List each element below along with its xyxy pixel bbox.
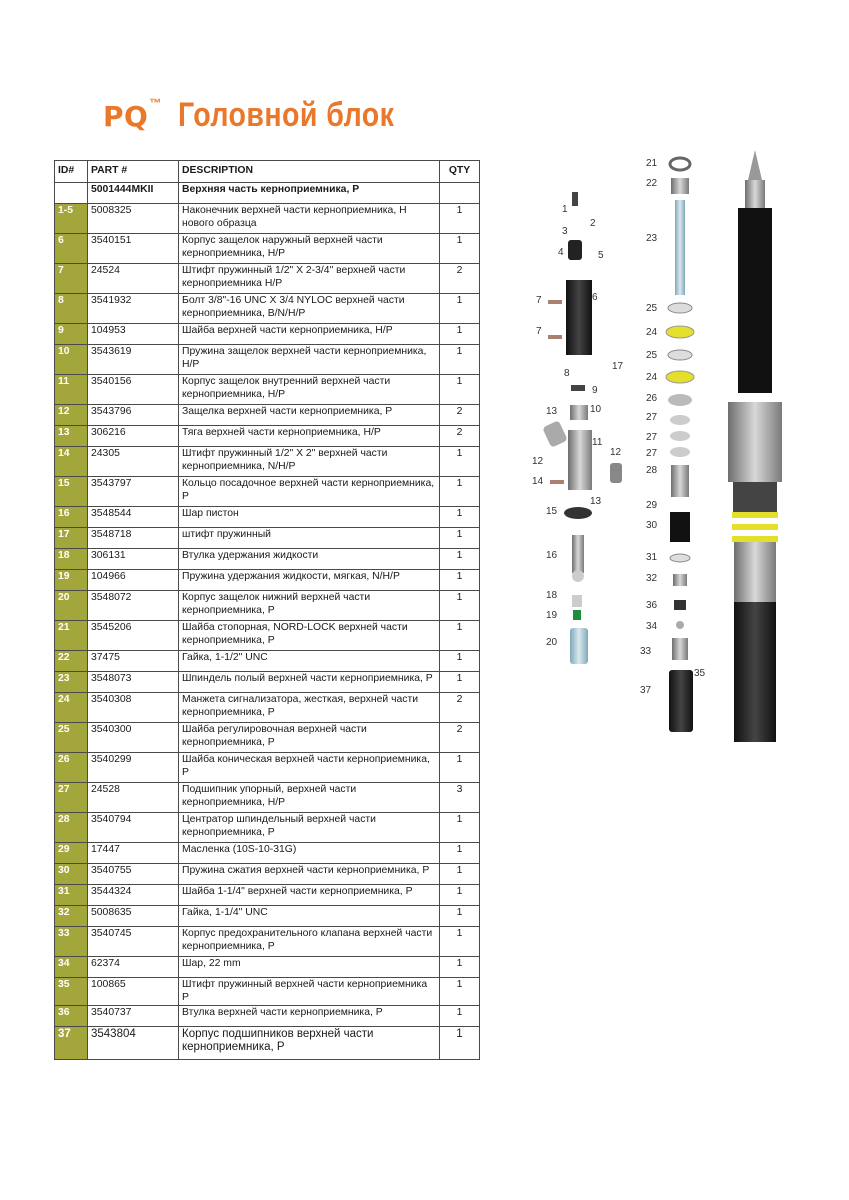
label-12b: 12 xyxy=(532,456,544,467)
part-qty: 1 xyxy=(440,204,480,234)
part-id: 20 xyxy=(55,591,88,621)
part-number: 104966 xyxy=(88,570,179,591)
part-id: 14 xyxy=(55,447,88,477)
brand-logo: PQ xyxy=(103,100,149,133)
part-qty: 1 xyxy=(440,1006,480,1027)
label-25b: 25 xyxy=(646,350,658,361)
part-id: 16 xyxy=(55,507,88,528)
part-qty: 1 xyxy=(440,957,480,978)
part-id: 26 xyxy=(55,753,88,783)
table-row xyxy=(55,591,480,621)
part-id: 28 xyxy=(55,813,88,843)
part-qty: 1 xyxy=(440,753,480,783)
part-description: Втулка удержания жидкости xyxy=(179,549,440,570)
label-35: 35 xyxy=(694,668,706,679)
part-description: Втулка верхней части керноприемника, P xyxy=(179,1006,440,1027)
part-qty: 2 xyxy=(440,693,480,723)
label-20: 20 xyxy=(546,637,558,648)
part-number: 306131 xyxy=(88,549,179,570)
part-qty: 1 xyxy=(440,906,480,927)
table-row xyxy=(55,294,480,324)
part-description: Пружина удержания жидкости, мягкая, N/H/P xyxy=(179,570,440,591)
part-description: штифт пружинный xyxy=(179,528,440,549)
label-5: 5 xyxy=(598,250,604,261)
part-id: 15 xyxy=(55,477,88,507)
label-13a: 13 xyxy=(546,406,558,417)
table-row xyxy=(55,264,480,294)
part-description: Шар, 22 mm xyxy=(179,957,440,978)
table-row xyxy=(55,885,480,906)
part-qty: 1 xyxy=(440,570,480,591)
table-row xyxy=(55,693,480,723)
part-number: 3540300 xyxy=(88,723,179,753)
table-header-row xyxy=(55,161,480,183)
part-id: 19 xyxy=(55,570,88,591)
part-number: 3541932 xyxy=(88,294,179,324)
part-qty: 2 xyxy=(440,264,480,294)
part-number: 104953 xyxy=(88,324,179,345)
part-qty: 1 xyxy=(440,1027,480,1060)
part-id: 13 xyxy=(55,426,88,447)
part-id: 35 xyxy=(55,978,88,1006)
part-description: Корпус предохранительного клапана верхней части керноприемника, P xyxy=(179,927,440,957)
part-number: 3545206 xyxy=(88,621,179,651)
part-id: 17 xyxy=(55,528,88,549)
part-id: 23 xyxy=(55,672,88,693)
part-id: 11 xyxy=(55,375,88,405)
part-number: 62374 xyxy=(88,957,179,978)
part-description: Пружина защелок верхней части керноприемника, H/P xyxy=(179,345,440,375)
table-row xyxy=(55,723,480,753)
part-qty: 1 xyxy=(440,375,480,405)
part-qty: 1 xyxy=(440,324,480,345)
table-row xyxy=(55,477,480,507)
part-id: 7 xyxy=(55,264,88,294)
part-number: 24528 xyxy=(88,783,179,813)
part-description: Наконечник верхней части керноприемника, H нового образца xyxy=(179,204,440,234)
table-row xyxy=(55,978,480,1006)
part-description: Масленка (10S-10-31G) xyxy=(179,843,440,864)
part-number: 5008325 xyxy=(88,204,179,234)
table-row xyxy=(55,1027,480,1060)
part-number: 3543797 xyxy=(88,477,179,507)
label-9: 9 xyxy=(592,385,598,396)
part-description: Шайба стопорная, NORD-LOCK верхней части керноприемника, P xyxy=(179,621,440,651)
label-1: 1 xyxy=(562,204,568,215)
trademark: ™ xyxy=(149,96,162,110)
part-id: 10 xyxy=(55,345,88,375)
part-id: 30 xyxy=(55,864,88,885)
page-title xyxy=(103,96,435,135)
label-37: 37 xyxy=(640,685,652,696)
label-21: 21 xyxy=(646,158,658,169)
table-row xyxy=(55,234,480,264)
part-description: Подшипник упорный, верхней части керноприемника, H/P xyxy=(179,783,440,813)
col-id-header: ID# xyxy=(55,161,88,183)
label-29: 29 xyxy=(646,500,658,511)
label-14: 14 xyxy=(532,476,544,487)
table-row xyxy=(55,324,480,345)
table-row xyxy=(55,927,480,957)
table-row xyxy=(55,906,480,927)
label-17: 17 xyxy=(612,361,624,372)
col-description-header: DESCRIPTION xyxy=(179,161,440,183)
part-number: 306216 xyxy=(88,426,179,447)
part-number: 100865 xyxy=(88,978,179,1006)
part-description: Шайба коническая верхней части керноприемника, P xyxy=(179,753,440,783)
part-description: Корпус защелок наружный верхней части керноприемника, H/P xyxy=(179,234,440,264)
label-34: 34 xyxy=(646,621,658,632)
part-description: Центратор шпиндельный верхней части керноприемника, P xyxy=(179,813,440,843)
table-row xyxy=(55,753,480,783)
label-23: 23 xyxy=(646,233,658,244)
label-7a: 7 xyxy=(536,295,542,306)
parts-table xyxy=(54,160,480,1060)
label-24a: 24 xyxy=(646,327,658,338)
label-33: 33 xyxy=(640,646,652,657)
part-description: Гайка, 1-1/4" UNC xyxy=(179,906,440,927)
part-description: Шар пистон xyxy=(179,507,440,528)
part-number: 3540745 xyxy=(88,927,179,957)
part-qty: 1 xyxy=(440,345,480,375)
table-row xyxy=(55,864,480,885)
label-11: 11 xyxy=(592,437,603,448)
label-31: 31 xyxy=(646,552,658,563)
part-number: 3548718 xyxy=(88,528,179,549)
part-qty: 1 xyxy=(440,621,480,651)
part-qty: 1 xyxy=(440,885,480,906)
table-row xyxy=(55,570,480,591)
part-qty: 2 xyxy=(440,405,480,426)
label-8: 8 xyxy=(564,368,570,379)
table-row xyxy=(55,204,480,234)
part-description: Гайка, 1-1/2" UNC xyxy=(179,651,440,672)
part-number: 24524 xyxy=(88,264,179,294)
part-description: Шайба регулировочная верхней части керноприемника, P xyxy=(179,723,440,753)
part-qty: 2 xyxy=(440,723,480,753)
part-number: 3543619 xyxy=(88,345,179,375)
part-id: 1-5 xyxy=(55,204,88,234)
part-id: 33 xyxy=(55,927,88,957)
part-qty: 1 xyxy=(440,234,480,264)
table-row xyxy=(55,447,480,477)
part-id: 18 xyxy=(55,549,88,570)
part-qty: 1 xyxy=(440,672,480,693)
part-number: 3548544 xyxy=(88,507,179,528)
col-part-header: PART # xyxy=(88,161,179,183)
label-10: 10 xyxy=(590,404,602,415)
label-32: 32 xyxy=(646,573,658,584)
part-description: Болт 3/8"-16 UNC X 3/4 NYLOC верхней части керноприемника, B/N/H/P xyxy=(179,294,440,324)
part-qty: 1 xyxy=(440,864,480,885)
part-description: Шайба верхней части керноприемника, H/P xyxy=(179,324,440,345)
middle-parts-group xyxy=(666,158,694,732)
part-qty: 1 xyxy=(440,927,480,957)
label-19: 19 xyxy=(546,610,558,621)
part-qty: 3 xyxy=(440,783,480,813)
assembled-tool xyxy=(728,150,782,742)
part-qty: 1 xyxy=(440,591,480,621)
label-27c: 27 xyxy=(646,448,658,459)
part-number: 3548072 xyxy=(88,591,179,621)
part-id: 8 xyxy=(55,294,88,324)
part-id: 29 xyxy=(55,843,88,864)
label-25a: 25 xyxy=(646,303,658,314)
part-id: 34 xyxy=(55,957,88,978)
part-id: 12 xyxy=(55,405,88,426)
table-row xyxy=(55,1006,480,1027)
part-number: 3540755 xyxy=(88,864,179,885)
label-12a: 12 xyxy=(610,447,622,458)
table-row xyxy=(55,957,480,978)
part-description: Пружина сжатия верхней части керноприемника, P xyxy=(179,864,440,885)
part-qty: 1 xyxy=(440,477,480,507)
table-row xyxy=(55,651,480,672)
part-description: Штифт пружинный 1/2" X 2" верхней части керноприемника, N/H/P xyxy=(179,447,440,477)
part-number: 3548073 xyxy=(88,672,179,693)
label-16: 16 xyxy=(546,550,558,561)
part-description: Манжета сигнализатора, жесткая, верхней части керноприемника, P xyxy=(179,693,440,723)
label-3: 3 xyxy=(562,226,568,237)
part-description: Шайба 1-1/4" верхней части керноприемника, P xyxy=(179,885,440,906)
assembly-description: Верхняя часть керноприемника, P xyxy=(179,183,440,204)
table-row xyxy=(55,549,480,570)
label-22: 22 xyxy=(646,178,658,189)
part-number: 3540737 xyxy=(88,1006,179,1027)
table-row xyxy=(55,345,480,375)
part-description: Штифт пружинный 1/2" X 2-3/4" верхней части керноприемника H/P xyxy=(179,264,440,294)
table-row xyxy=(55,843,480,864)
table-row xyxy=(55,507,480,528)
label-30: 30 xyxy=(646,520,658,531)
part-qty: 1 xyxy=(440,978,480,1006)
assembly-row xyxy=(55,183,480,204)
part-qty: 1 xyxy=(440,651,480,672)
part-description: Защелка верхней части керноприемника, P xyxy=(179,405,440,426)
part-number: 5008635 xyxy=(88,906,179,927)
part-description: Штифт пружинный верхней части керноприемника P xyxy=(179,978,440,1006)
label-6: 6 xyxy=(592,292,598,303)
table-row xyxy=(55,813,480,843)
part-number: 3540308 xyxy=(88,693,179,723)
part-qty: 1 xyxy=(440,507,480,528)
part-id: 24 xyxy=(55,693,88,723)
part-id: 25 xyxy=(55,723,88,753)
label-36: 36 xyxy=(646,600,658,611)
part-id: 31 xyxy=(55,885,88,906)
label-13b: 13 xyxy=(590,496,602,507)
part-description: Шпиндель полый верхней части керноприемника, P xyxy=(179,672,440,693)
part-qty: 1 xyxy=(440,813,480,843)
part-number: 3540794 xyxy=(88,813,179,843)
part-qty: 1 xyxy=(440,294,480,324)
table-row xyxy=(55,621,480,651)
part-description: Корпус защелок внутренний верхней части керноприемника, H/P xyxy=(179,375,440,405)
diagram-svg xyxy=(520,140,840,760)
part-number: 3540156 xyxy=(88,375,179,405)
table-row xyxy=(55,672,480,693)
part-number: 24305 xyxy=(88,447,179,477)
part-qty: 1 xyxy=(440,843,480,864)
label-18: 18 xyxy=(546,590,558,601)
title-text: Головной блок xyxy=(177,96,395,134)
part-qty: 1 xyxy=(440,549,480,570)
part-number: 37475 xyxy=(88,651,179,672)
part-description: Корпус подшипников верхней части керноприемника, P xyxy=(179,1027,440,1060)
label-27a: 27 xyxy=(646,412,658,423)
part-qty: 2 xyxy=(440,426,480,447)
col-qty-header: QTY xyxy=(440,161,480,183)
label-7b: 7 xyxy=(536,326,542,337)
table-row xyxy=(55,528,480,549)
label-4: 4 xyxy=(558,247,564,258)
part-description: Корпус защелок нижний верхней части керноприемника, P xyxy=(179,591,440,621)
part-number: 3543796 xyxy=(88,405,179,426)
part-id: 6 xyxy=(55,234,88,264)
label-27b: 27 xyxy=(646,432,658,443)
part-qty: 1 xyxy=(440,528,480,549)
part-number: 3540299 xyxy=(88,753,179,783)
part-number: 3544324 xyxy=(88,885,179,906)
part-id: 36 xyxy=(55,1006,88,1027)
label-28: 28 xyxy=(646,465,658,476)
table-row xyxy=(55,375,480,405)
exploded-parts-diagram xyxy=(520,140,840,760)
part-description: Кольцо посадочное верхней части керноприемника, P xyxy=(179,477,440,507)
part-description: Тяга верхней части керноприемника, H/P xyxy=(179,426,440,447)
part-number: 3543804 xyxy=(88,1027,179,1060)
part-number: 3540151 xyxy=(88,234,179,264)
part-id: 9 xyxy=(55,324,88,345)
assembly-part: 5001444MKII xyxy=(88,183,179,204)
label-2: 2 xyxy=(590,218,596,229)
part-qty: 1 xyxy=(440,447,480,477)
table-row xyxy=(55,783,480,813)
part-id: 22 xyxy=(55,651,88,672)
table-row xyxy=(55,426,480,447)
part-id: 21 xyxy=(55,621,88,651)
part-id: 32 xyxy=(55,906,88,927)
part-number: 17447 xyxy=(88,843,179,864)
label-26: 26 xyxy=(646,393,658,404)
table-row xyxy=(55,405,480,426)
part-id: 27 xyxy=(55,783,88,813)
part-id: 37 xyxy=(55,1027,88,1060)
label-24b: 24 xyxy=(646,372,658,383)
label-15: 15 xyxy=(546,506,558,517)
